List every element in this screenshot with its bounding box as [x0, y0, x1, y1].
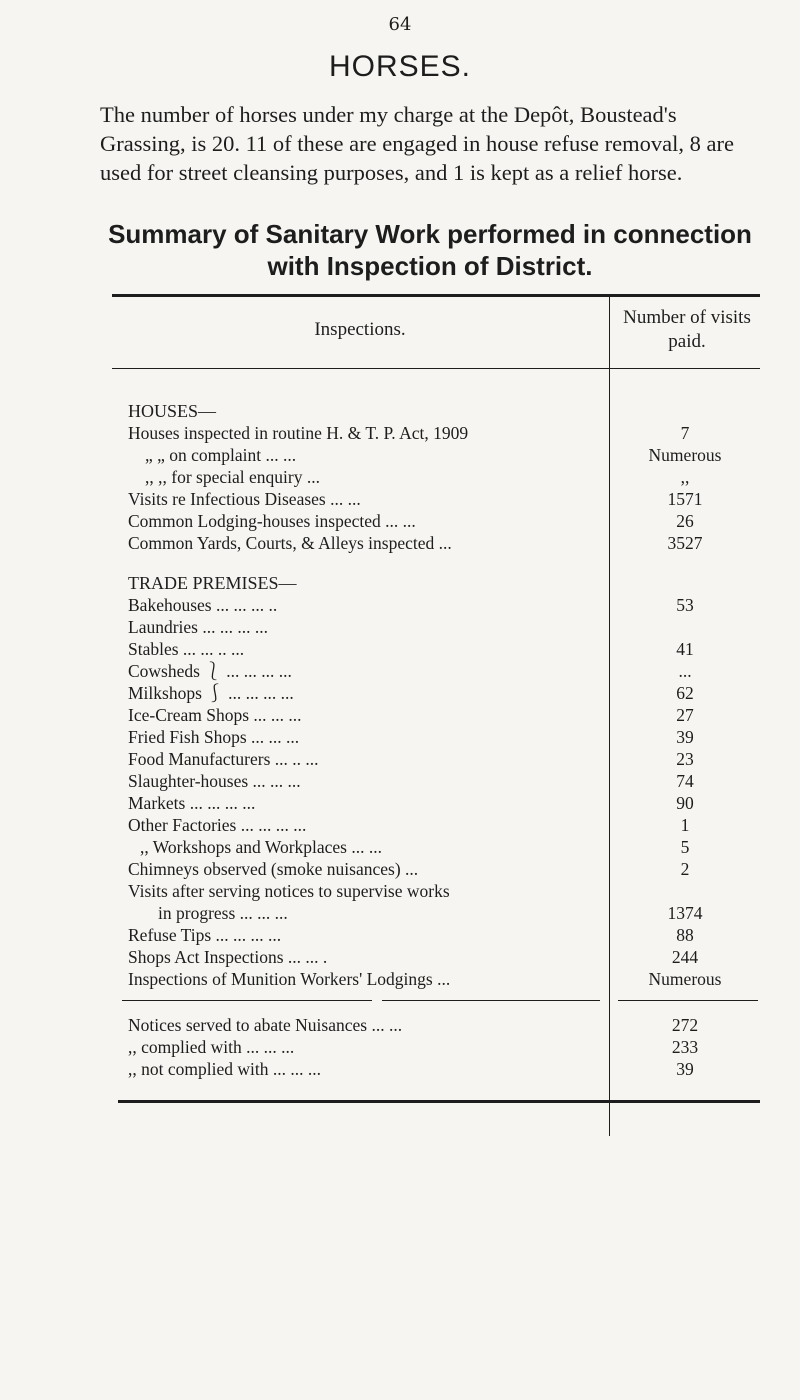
row-value: ...	[678, 661, 692, 681]
row-value: 62	[676, 683, 694, 703]
table-row	[0, 532, 800, 554]
row-value: 41	[676, 639, 694, 659]
row-value: 26	[676, 511, 694, 531]
header-visits: Number of visits paid.	[623, 307, 751, 352]
summary-title: Summary of Sanitary Work performed in connection with Inspection of District.	[108, 219, 752, 281]
row-label: ,, complied with ... ... ...	[128, 1037, 295, 1057]
table-row	[0, 814, 800, 836]
table-row	[0, 466, 800, 488]
row-label: Laundries ... ... ... ...	[128, 617, 268, 637]
section-houses: HOUSES—	[128, 401, 217, 421]
table-top-rule	[112, 294, 760, 297]
row-label: Other Factories ... ... ... ...	[128, 815, 307, 835]
table-row	[0, 880, 800, 902]
row-label: Common Yards, Courts, & Alleys inspected ...	[128, 533, 452, 553]
table-row	[0, 1014, 800, 1036]
row-value: 2	[680, 859, 690, 879]
row-label: Ice-Cream Shops ... ... ...	[128, 705, 302, 725]
column-divider	[609, 876, 610, 1136]
row-value: 27	[676, 705, 694, 725]
section-trade-premises: TRADE PREMISES—	[128, 573, 297, 593]
row-label: Inspections of Munition Workers' Lodgings ...	[128, 969, 451, 989]
table-row	[0, 594, 800, 616]
row-label: Cowsheds ⎱ ... ... ... ...	[128, 661, 292, 681]
row-label: Refuse Tips ... ... ... ...	[128, 925, 282, 945]
row-label: Milkshops ⎰ ... ... ... ...	[128, 683, 294, 703]
row-value: 39	[676, 1059, 694, 1079]
table-row	[0, 510, 800, 532]
row-value: ,,	[680, 467, 690, 487]
table-row	[0, 792, 800, 814]
row-label: Food Manufacturers ... .. ...	[128, 749, 319, 769]
row-value: 23	[676, 749, 694, 769]
table-row	[0, 902, 800, 924]
table-row	[0, 748, 800, 770]
table-row	[0, 858, 800, 880]
row-value: 90	[676, 793, 694, 813]
table-row	[0, 1036, 800, 1058]
horses-heading: HORSES.	[328, 50, 472, 83]
row-label: „ „ on complaint ... ...	[145, 445, 297, 465]
row-value: 272	[671, 1015, 699, 1035]
row-label: Fried Fish Shops ... ... ...	[128, 727, 300, 747]
row-value: 88	[676, 925, 694, 945]
row-value: 3527	[667, 533, 703, 553]
table-row	[0, 616, 800, 638]
table-row	[0, 704, 800, 726]
table-row	[0, 836, 800, 858]
horses-paragraph: The number of horses under my charge at the Depôt, Boustead's Grassing, is 20. 11 of these are engaged in house refuse removal, 8 are used for street cleansing purposes, and 1 is kept as a relief horse.	[100, 102, 734, 185]
row-label: ,, not complied with ... ... ...	[128, 1059, 321, 1079]
table-row	[0, 770, 800, 792]
row-value: 1	[680, 815, 690, 835]
row-label: Visits re Infectious Diseases ... ...	[128, 489, 361, 509]
table-row	[0, 660, 800, 682]
row-label: in progress ... ... ...	[158, 903, 288, 923]
row-label: Stables ... ... .. ...	[128, 639, 245, 659]
row-value: 39	[676, 727, 694, 747]
row-value: 244	[671, 947, 699, 967]
row-label: ,, Workshops and Workplaces ... ...	[140, 837, 382, 857]
row-label: Markets ... ... ... ...	[128, 793, 256, 813]
row-label: Chimneys observed (smoke nuisances) ...	[128, 859, 419, 879]
page-number: 64	[388, 14, 412, 35]
row-value: Numerous	[648, 445, 722, 465]
table-row	[0, 488, 800, 510]
row-label: Notices served to abate Nuisances ... ...	[128, 1015, 403, 1035]
table-row	[0, 924, 800, 946]
row-label: Bakehouses ... ... ... ..	[128, 595, 278, 615]
row-label: Slaughter-houses ... ... ...	[128, 771, 301, 791]
header-rule	[112, 368, 760, 369]
table-row	[0, 444, 800, 466]
table-row	[0, 638, 800, 660]
section-rule-right	[618, 1000, 758, 1001]
table-row	[0, 422, 800, 444]
table-row	[0, 1058, 800, 1080]
row-value: 1374	[667, 903, 703, 923]
section-rule-left	[122, 1000, 372, 1001]
table-row	[0, 946, 800, 968]
table-row	[0, 682, 800, 704]
row-label: Houses inspected in routine H. & T. P. Act, 1909	[128, 423, 469, 443]
row-label: ,, ,, for special enquiry ...	[145, 467, 320, 487]
table-bottom-rule	[118, 1100, 760, 1103]
row-value: 1571	[667, 489, 703, 509]
row-value: 74	[676, 771, 694, 791]
row-value: 5	[680, 837, 690, 857]
header-inspections: Inspections.	[314, 319, 406, 340]
section-rule-middle	[382, 1000, 600, 1001]
row-label: Shops Act Inspections ... ... .	[128, 947, 328, 967]
row-value: Numerous	[648, 969, 722, 989]
row-label: Visits after serving notices to supervise works	[128, 881, 450, 901]
row-value: 53	[676, 595, 694, 615]
row-value: 7	[680, 423, 690, 443]
row-label: Common Lodging-houses inspected ... ...	[128, 511, 416, 531]
table-row	[0, 726, 800, 748]
row-value: 233	[671, 1037, 699, 1057]
table-row	[0, 968, 800, 990]
